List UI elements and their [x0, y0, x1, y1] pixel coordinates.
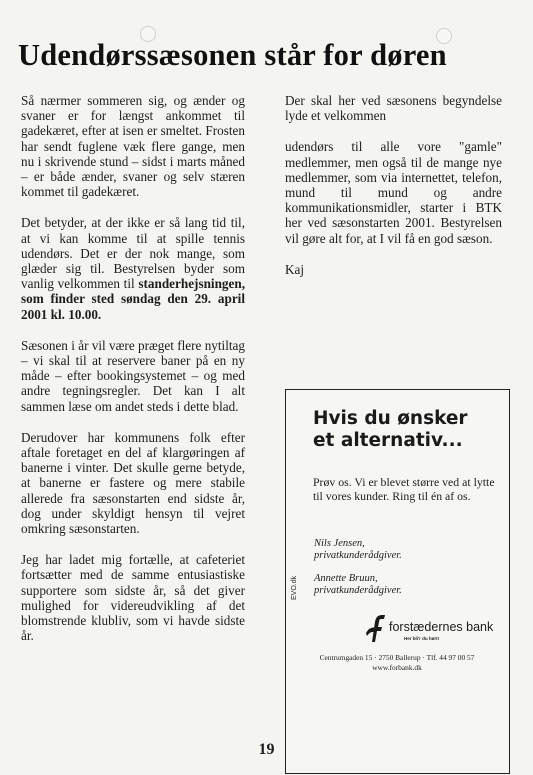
- paragraph-season-opening: [21, 215, 245, 321]
- page-number: 19: [258, 741, 275, 758]
- signature: Kaj: [285, 261, 305, 277]
- bank-address: Centrumgaden 15 · 2750 Ballerup · Tlf. 44 97 00 57: [319, 653, 475, 662]
- bank-advertisement: [285, 389, 510, 774]
- bank-tagline: Her bli'r du hørt!: [404, 636, 440, 641]
- agency-credit: EVO.dk: [291, 575, 298, 600]
- paragraph-welcome: Der skal her ved sæsonens begyndelse lyde et velkommen: [285, 93, 502, 124]
- ad-headline-line2: et alternativ...: [313, 430, 463, 451]
- paragraph-new-initiatives: Sæsonen i år vil være præget flere nytiltag – vi skal til at reservere baner på en ny måde – efter bookingsystemet – og med andre tegningsregler. Det kan I alt sammen læse om andet steds i dette blad.: [21, 337, 245, 414]
- ad-body-text: Prøv os. Vi er blevet større ved at lytte til vores kunder. Ring til én af os.: [313, 475, 495, 503]
- contact-role: privatkunderådgiver.: [314, 550, 402, 561]
- opening-date-highlight: standerhejsningen, som finder sted søndag den 29. april 2001 kl. 10.00.: [21, 276, 245, 322]
- bank-logo-icon: [364, 613, 386, 643]
- article-title: Udendørssæsonen står for døren: [18, 38, 447, 72]
- paragraph-cafeteria: Jeg har ladet mig fortælle, at cafeteriet fortsætter med de samme entusiastiske supportere som sidste år, så det giver mulighed for videreudvikling af det blomstrende klubliv, som vi havde sidste år.: [21, 552, 245, 644]
- paragraph-members: udendørs til alle vore "gamle" medlemmer, men også til de mange nye medlemmer, som via internettet, telefon, mund til mund og andre kommunikationsmidler, starter i BTK her ved sæsonstarten 2001. Bestyrelsen vil gøre alt for, at I vil få en god sæson.: [285, 139, 502, 246]
- contact-name: Annette Bruun,: [314, 573, 378, 584]
- contact-role: privatkunderådgiver.: [314, 585, 402, 596]
- left-column: [21, 93, 245, 660]
- ad-headline-line1: Hvis du ønsker: [313, 408, 468, 429]
- ad-headline: [313, 408, 503, 452]
- paragraph-court-preparation: Derudover har kommunens folk efter aftale foretaget en del af klargøringen af banerne i vinter. Det skulle gerne betyde, at banerne er fastere og mere stabile allerede fra sæsonstarten end sidste år, dog under skyldigt hensyn til vejret omkring sæsonstarten.: [21, 429, 245, 537]
- right-column: [285, 93, 502, 293]
- paragraph-spring-arrival: Så nærmer sommeren sig, og ænder og svaner er for længst ankommet til gadekæret, efter at isen er smeltet. Frosten har sendt fuglene væk flere gange, men nu i skrivende stund – sidst i marts måned – er både ænder, svaner og selv stæren kommet til gadekæret.: [21, 93, 245, 200]
- paragraph-season-opening-text: Det betyder, at der ikke er så lang tid til, at vi kan komme til at spille tennis udendørs. Det er der nok mange, som glæder sig til. Bestyrelsen byder som vanlig velkommen til: [21, 215, 245, 292]
- bank-name: forstædernes bank: [389, 620, 494, 634]
- contact-name: Nils Jensen,: [314, 538, 365, 549]
- ad-contact-2: [314, 573, 402, 597]
- ad-contact-1: [314, 538, 402, 562]
- bank-website: www.forbank.dk: [372, 663, 422, 672]
